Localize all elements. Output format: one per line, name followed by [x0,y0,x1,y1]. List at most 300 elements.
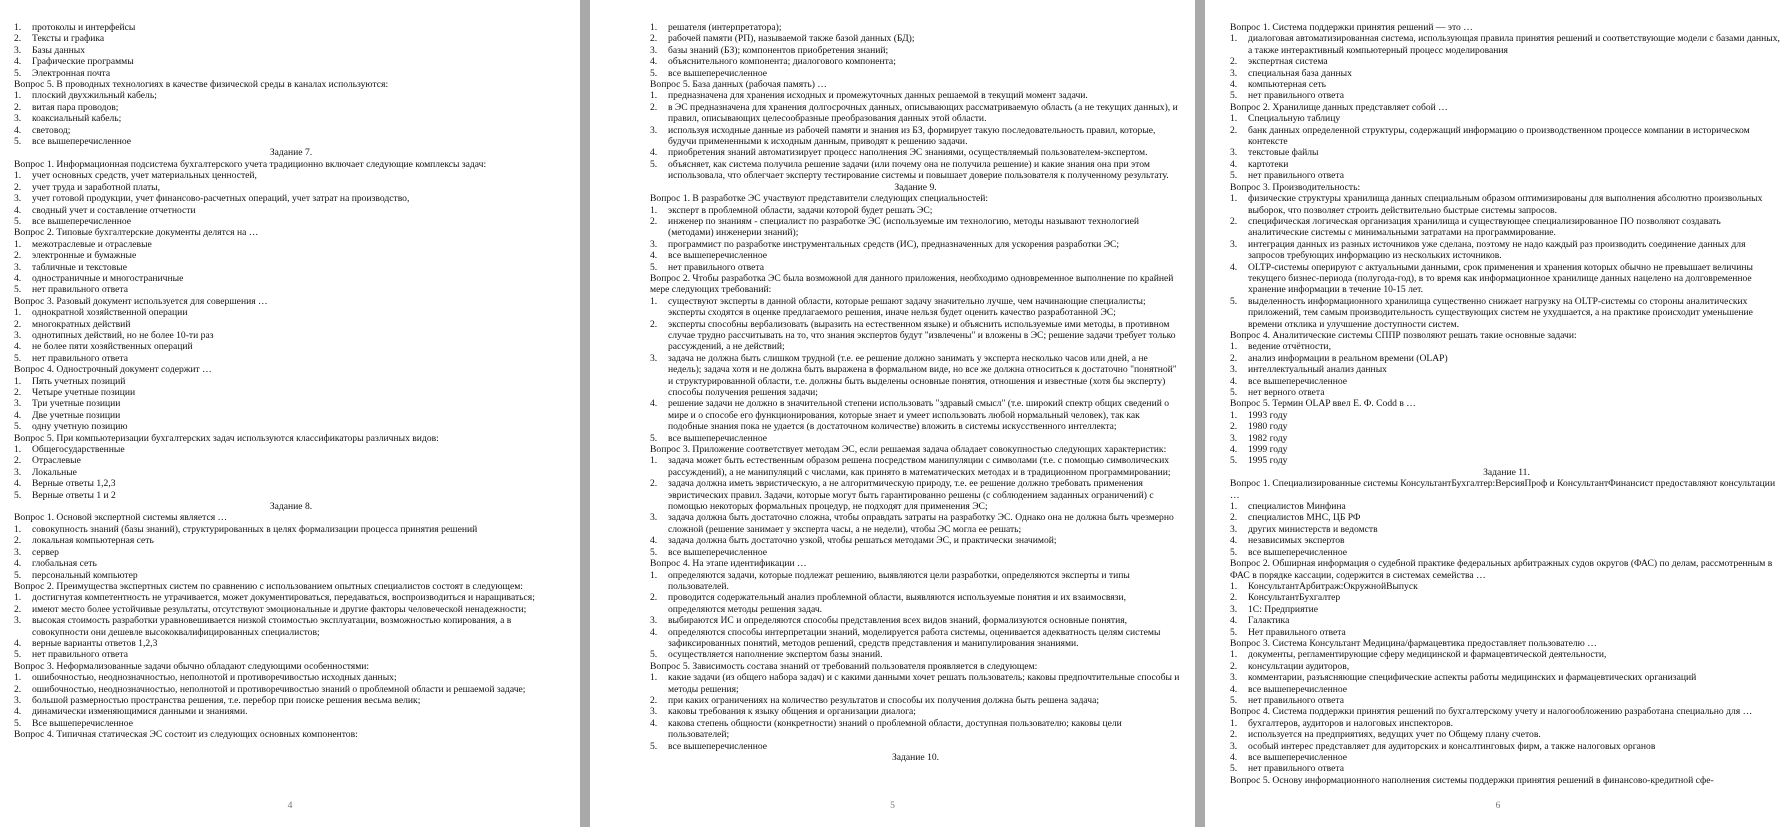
option-number: 3. [1230,432,1238,444]
option-number: 5. [1230,295,1238,307]
option-text: нет правильного ответа [32,649,128,661]
document-page-4 [0,0,580,827]
option-text: Тексты и графика [32,33,105,45]
option-number: 2. [14,455,22,467]
option-number: 1. [14,592,22,604]
option-text: глобальная сеть [32,558,97,570]
option-number: 1. [14,307,22,319]
option-number: 5. [1230,626,1238,638]
option-number: 1. [14,90,22,102]
option-text: все вышеперечисленное [668,546,768,558]
answer-option [14,284,568,295]
option-text: Галактика [1248,615,1290,627]
answer-option [14,216,568,227]
option-text: проводится содержательный анализ проблемной области, выявляются используемые понятия и их взаимосвязи, определяются методы решения задач. [668,592,1127,615]
option-text: 1993 году [1248,409,1288,421]
option-number: 4. [650,535,658,547]
option-number: 2. [650,694,658,706]
answer-option [14,570,568,581]
option-number: 3. [1230,67,1238,79]
option-text: Графические программы [32,56,134,68]
option-number: 2. [14,250,22,262]
option-text: Пять учетных позиций [32,375,126,387]
option-number: 4. [1230,375,1238,387]
answer-option [14,45,568,56]
option-number: 4. [1230,444,1238,456]
option-text: ошибочностью, неоднозначностью, неполнотой и противоречивостью знаний о проблемной области и решаемой задаче; [32,683,526,695]
option-text: все вышеперечисленное [668,432,768,444]
answer-option [650,125,1181,148]
answer-option [1230,592,1783,603]
option-text: специальная база данных [1248,67,1352,79]
answer-option [14,250,568,261]
option-number: 1. [1230,501,1238,513]
option-number: 3. [1230,238,1238,250]
option-number: 4. [650,398,658,410]
option-number: 3. [1230,603,1238,615]
option-number: 5. [1230,763,1238,775]
option-text: учет готовой продукции, учет финансово-расчетных операций, учет затрат на производство, [32,193,410,205]
option-text: динамически изменяющимися данными и знаниями. [32,706,248,718]
option-text: текстовые файлы [1248,147,1319,159]
option-text: высокая стоимость разработки уравновешивается низкой стоимостью эксплуатации, возможностью копирования, а в совокупности они дешевле высококвалифицированных специалистов; [32,615,512,638]
option-number: 4. [1230,615,1238,627]
answer-option [650,90,1181,101]
option-text: нет правильного ответа [1248,90,1344,102]
option-text: Четыре учетные позиции [32,387,136,398]
option-text: какие задачи (из общего набора задач) и с какими данными хочет решать пользователь; каковы предпочтительные способы и методы решения; [668,672,1180,695]
question-text: Вопрос 5. Основу информационного наполнения системы поддержки принятия решений в финансово-кредитной сфе- [1230,774,1714,786]
option-number: 2. [650,478,658,490]
question-text: Вопрос 3. Разовый документ используется для совершения … [14,295,268,307]
option-number: 2. [1230,729,1238,741]
answer-option [14,136,568,147]
option-number: 3. [14,398,22,410]
option-text: межотраслевые и отраслевые [32,238,152,250]
option-text: сводный учет и составление отчетности [32,204,196,216]
answer-option [650,159,1181,182]
option-text: интеграция данных из разных источников уже сделана, поэтому не надо каждый раз производить соединение данных для запросов требующих информацию из нескольких источников. [1248,238,1746,262]
document-page-5 [590,0,1195,827]
option-text: объяснительного компонента; диалогового компонента; [668,56,896,68]
answer-option [14,638,568,649]
option-number: 4. [14,409,22,421]
answer-option [1230,501,1783,512]
option-number: 1. [1230,717,1238,729]
answer-option [1230,33,1783,56]
option-text: 1С: Предприятие [1248,603,1319,615]
option-text: 1982 году [1248,432,1288,444]
option-text: бухгалтеров, аудиторов и налоговых инспекторов. [1248,717,1454,729]
option-number: 1. [1230,33,1238,45]
answer-option [1230,90,1783,101]
option-number: 3. [650,352,658,364]
task-heading: Задание 7. [269,147,313,159]
option-number: 4. [14,478,22,490]
option-number: 2. [14,603,22,615]
option-number: 3. [650,706,658,718]
answer-option [1230,433,1783,444]
question-text: Вопрос 5. Зависимость состава знаний от требований пользователя проявляется в следующем: [650,660,1038,672]
answer-option [1230,262,1783,296]
option-number: 4. [1230,158,1238,170]
answer-option [650,649,1181,660]
option-number: 1. [14,672,22,684]
question-text: Вопрос 2. Типовые бухгалтерские документы делятся на … [14,227,259,239]
option-text: Три учетные позиции [32,398,121,410]
option-text: Верные ответы 1 и 2 [32,489,116,501]
option-number: 5. [1230,387,1238,398]
question-text: Вопрос 1. Основой экспертной системы является … [14,512,228,524]
answer-option [1230,79,1783,90]
answer-option [650,250,1181,261]
question-text: Вопрос 1. Информационная подсистема бухгалтерского учета традиционно включает следующие комплексы задач: [14,158,487,170]
option-number: 5. [650,432,658,444]
option-text: Общегосударственные [32,444,125,456]
answer-option [14,649,568,660]
answer-option [650,547,1181,558]
answer-option [14,193,568,204]
option-text: Две учетные позиции [32,409,121,421]
option-number: 5. [650,158,658,170]
option-text: однотипных действий, но не более 10-ти раз [32,329,214,341]
option-text: учет основных средств, учет материальных ценностей, [32,170,257,182]
option-number: 5. [1230,546,1238,558]
option-text: ошибочностью, неоднозначностью, неполнотой и противоречивостью исходных данных; [32,672,397,684]
option-text: задача может быть естественным образом решена посредством манипуляции с символами (т.е. с помощью символических рассуждений), а не манипуляций с числами, как принято в математических методах и в традиционном программировании; [668,455,1171,478]
option-text: многократных действий [32,318,131,330]
answer-option [14,353,568,364]
option-number: 2. [1230,512,1238,524]
answer-option [1230,125,1783,148]
option-number: 4. [14,204,22,216]
option-text: независимых экспертов [1248,535,1345,547]
option-number: 4. [650,147,658,159]
answer-option [14,604,568,615]
question-text: Вопрос 5. При компьютеризации бухгалтерских задач используются классификаторы различных видов: [14,432,439,444]
answer-option [1230,170,1783,181]
answer-option [14,684,568,695]
option-number: 2. [650,318,658,330]
answer-option [1230,649,1783,660]
answer-option [650,56,1181,67]
page-number: 5 [890,799,895,811]
option-text: выделенность информационного хранилища существенно снижает нагрузку на OLTP-системы со стороны аналитических приложений, тем самым производительность существующих систем не ухудшается, а на практике происходит уменьшение времени отклика и улучшение доступности систем. [1248,295,1753,330]
option-text: нет правильного ответа [1248,170,1344,182]
option-number: 2. [650,33,658,45]
option-number: 5. [14,717,22,729]
option-number: 3. [1230,364,1238,376]
option-number: 2. [14,181,22,193]
answer-option [650,570,1181,593]
option-text: не более пяти хозяйственных операций [32,341,193,353]
answer-option [14,615,568,638]
answer-option [1230,455,1783,466]
option-text: базы знаний (БЗ); компонентов приобретения знаний; [668,44,889,56]
answer-option [14,239,568,250]
option-number: 5. [14,352,22,364]
option-number: 5. [650,740,658,752]
answer-option [14,376,568,387]
option-number: 3. [1230,523,1238,535]
option-text: выбираются ИС и определяются способы представления всех видов знаний, формализуются основные понятия, [668,615,1128,627]
option-number: 4. [650,626,658,638]
option-number: 2. [650,101,658,113]
option-text: нет правильного ответа [1248,694,1344,706]
option-text: анализ информации в реальном времени (OLAP) [1248,352,1448,364]
option-text: все вышеперечисленное [1248,375,1348,387]
answer-option [650,319,1181,353]
option-text: решение задачи не должно в значительной степени использовать "здравый смысл" (т.е. широкий спектр общих сведений о мире и о способе его функционирования, которые знает и умеет использовать любой нормальный человек), так как подобные знания пока не удается (в достаточном количестве) вложить в системы искусственного интеллекта; [668,398,1170,433]
option-number: 5. [650,261,658,273]
option-text: учет труда и заработной платы, [32,181,160,193]
answer-option [14,672,568,683]
option-text: КонсультантБухгалтер [1248,592,1341,604]
answer-option [1230,684,1783,695]
answer-option [650,718,1181,741]
option-text: все вышеперечисленное [668,67,768,79]
option-number: 5. [14,67,22,79]
option-number: 2. [1230,56,1238,68]
option-text: банк данных определенной структуры, содержащий информацию о производственном процессе компании в историческом контексте [1248,124,1750,148]
answer-option [14,467,568,478]
answer-option [650,695,1181,706]
option-text: определяются способы интерпретации знаний, моделируется работа системы, оценивается адекватность целям системы зафиксированных понятий, методов решений, средств представления и манипулирования знаниями. [668,626,1161,649]
answer-option [650,398,1181,432]
answer-option [650,741,1181,752]
option-number: 4. [1230,535,1238,547]
option-text: используя исходные данные из рабочей памяти и знания из БЗ, формирует такую последовательность правил, которые, будучи примененными к исходным данным, приводят к решению задачи. [668,124,1156,148]
answer-option [650,296,1181,319]
option-number: 1. [650,569,658,581]
answer-option [1230,535,1783,546]
option-text: электронные и бумажные [32,250,137,262]
option-text: предназначена для хранения исходных и промежуточных данных решаемой в текущий момент задачи. [668,90,1088,102]
option-number: 1. [650,295,658,307]
question-text: Вопрос 3. Производительность: [1230,181,1361,193]
answer-option [14,262,568,273]
answer-option [14,706,568,717]
option-number: 3. [650,238,658,250]
option-text: какова степень общности (конкретности) знаний о проблемной области, доступная пользователю; каковы цели пользователей; [668,717,1122,741]
answer-option [14,421,568,432]
option-text: комментарии, разъясняющие специфические аспекты работы медицинских и фармацевтических организаций [1248,672,1697,684]
answer-option [14,273,568,284]
option-text: особый интерес представляет для аудиторских и консалтинговых фирм, а также налоговых органов [1248,740,1656,752]
option-text: задача должна иметь эвристическую, а не алгоритмическую природу, т.е. ее решение должно требовать применения эвристических правил. Задачи, которые могут быть гарантированно решены (с соблюдением заданных ограничений) с помощью некоторых формальных процедур, не подходят для применения ЭС; [668,478,1154,513]
option-text: сервер [32,546,59,558]
option-number: 5. [14,569,22,581]
option-text: физические структуры хранилища данных специальным образом оптимизированы для выполнения абсолютно произвольных выборок, что позволяет строить действительно быстрые системы запросов. [1248,193,1763,216]
answer-option [14,478,568,489]
answer-option [1230,296,1783,330]
answer-option [1230,627,1783,638]
option-number: 5. [650,649,658,661]
answer-option [1230,113,1783,124]
answer-option [650,615,1181,626]
answer-option [14,387,568,398]
answer-option [14,410,568,421]
answer-option [650,592,1181,615]
option-number: 2. [14,33,22,45]
answer-option [14,398,568,409]
question-text: Вопрос 4. На этапе идентификации … [650,558,807,570]
answer-option [1230,695,1783,706]
option-number: 4. [1230,79,1238,91]
task-heading: Задание 8. [269,501,313,513]
option-number: 5. [1230,455,1238,467]
answer-option [14,307,568,318]
option-number: 3. [650,124,658,136]
answer-option [650,239,1181,250]
option-text: совокупность знаний (базы знаний), структурированных в целях формализации процесса принятия решений [32,523,478,535]
option-text: задача должна быть достаточно узкой, чтобы решаться методами ЭС, и практически значимой; [668,535,1057,547]
option-text: при каких ограничениях на количество результатов и способы их получения должна быть решена задача; [668,694,1099,706]
answer-option [14,330,568,341]
option-number: 4. [650,250,658,262]
option-text: достигнутая компетентность не утрачивается, может документироваться, передаваться, воспроизводиться и наращиваться; [32,592,535,604]
option-number: 3. [14,44,22,56]
option-number: 5. [14,649,22,661]
answer-option [650,455,1181,478]
option-text: Отраслевые [32,455,81,467]
option-text: одну учетную позицию [32,421,128,433]
answer-option [14,113,568,124]
option-text: объясняет, как система получила решение задачи (или почему она не получила решение) и какие знания она при этом использовала, что облегчает эксперту тестирование системы и повышает доверие пользователя к полученному результату. [668,158,1169,182]
answer-option [1230,547,1783,558]
answer-option [14,341,568,352]
option-text: коаксиальный кабель; [32,113,122,125]
option-text: экспертная система [1248,56,1328,68]
option-number: 4. [14,341,22,353]
answer-option [14,455,568,466]
option-text: все вышеперечисленное [1248,752,1348,763]
answer-option [14,170,568,181]
question-text: Вопрос 5. База данных (рабочая память) … [650,79,827,91]
option-number: 3. [650,512,658,524]
answer-option [14,56,568,67]
option-number: 5. [14,421,22,433]
answer-option [650,102,1181,125]
answer-option [650,627,1181,650]
question-text: Вопрос 4. Однострочный документ содержит … [14,364,212,376]
answer-option [650,706,1181,717]
page-content [14,22,568,741]
option-text: консультации аудиторов, [1248,660,1350,672]
page-number: 6 [1495,799,1501,811]
answer-option [650,22,1181,33]
option-text: 1980 году [1248,421,1288,433]
answer-option [1230,581,1783,592]
option-text: Локальные [32,466,77,478]
option-text: Все вышеперечисленное [32,717,133,729]
option-number: 1. [650,204,658,216]
answer-option [1230,68,1783,79]
option-text: картотеки [1248,158,1289,170]
option-number: 3. [14,261,22,273]
question-text: Вопрос 4. Аналитические системы СППР позволяют решать такие основные задачи: [1230,329,1577,341]
option-number: 2. [1230,215,1238,227]
answer-option [1230,239,1783,262]
answer-option [14,125,568,136]
option-text: одностраничные и многостраничные [32,272,184,284]
option-text: инженер по знаниям - специалист по разработке ЭС (используемые им технологию, методы называют технологией (методами) инженерии знаний); [668,215,1140,239]
answer-option [1230,216,1783,239]
option-text: каковы требования к языку общения и организации диалога; [668,706,916,718]
option-text: все вышеперечисленное [668,740,768,752]
option-text: ведение отчётности, [1248,341,1331,353]
option-number: 4. [650,56,658,68]
option-text: Базы данных [32,44,86,56]
option-text: осуществляется наполнение экспертом базы знаний. [668,649,883,661]
answer-option [1230,752,1783,763]
option-text: однократной хозяйственной операции [32,307,188,319]
option-number: 1. [14,375,22,387]
option-number: 5. [1230,694,1238,706]
option-number: 2. [650,215,658,227]
answer-option [14,547,568,558]
option-text: эксперты способны вербализовать (выразить на естественном языке) и объяснить используемые ими методы, в противном случае трудно рассчитывать на то, что знания экспертов будут "извлечены" и вложены в ЭС; решение задачи требует только рассуждений, а не действий; [668,318,1176,353]
option-text: 1995 году [1248,455,1288,467]
option-text: рабочей памяти (РП), называемой также базой данных (БД); [668,33,915,45]
option-text: программист по разработке инструментальных средств (ИС), предназначенных для ускорения разработки ЭС; [668,238,1120,250]
question-text: Вопрос 1. Система поддержки принятия решений — это … [1230,22,1473,33]
option-text: Электронная почта [32,67,111,79]
page-content [1230,22,1783,786]
option-number: 3. [14,113,22,125]
answer-option [14,90,568,101]
option-number: 1. [650,455,658,467]
answer-option [14,182,568,193]
answer-option [1230,376,1783,387]
option-text: решателя (интерпретатора); [668,22,782,33]
option-number: 4. [14,637,22,649]
option-text: задача не должна быть слишком трудной (т.е. ее решение должно занимать у эксперта несколько часов или дней, а не недель); задача хотя и не должна быть выражена в формальном виде, но все же должна относиться к достаточно "понятной" и структурированной области, т.е. должны быть выделены основные понятия, отношения и известные (хотя бы эксперту) способы получения решения задачи; [668,352,1177,398]
option-text: все вышеперечисленное [1248,546,1348,558]
option-text: приобретения знаний автоматизирует процесс наполнения ЭС знаниями, осуществляемый пользователем-экспертом. [668,147,1148,159]
option-number: 3. [14,329,22,341]
option-number: 5. [650,546,658,558]
question-text: Вопрос 3. Неформализованные задачи обычно обладают следующими особенностями: [14,660,370,672]
answer-option [1230,159,1783,170]
option-text: компьютерная сеть [1248,79,1327,91]
option-number: 3. [650,44,658,56]
option-number: 3. [1230,740,1238,752]
question-text: Вопрос 2. Обширная информация о судебной практике федеральных арбитражных судов округов (ФАС) по делам, рассмотренным в ФАС в порядке кассации, содержится в системах семейства … [1230,558,1773,581]
option-number: 1. [14,523,22,535]
option-text: используется на предприятиях, ведущих учет по Общему плану счетов. [1248,729,1541,741]
answer-option [1230,444,1783,455]
option-number: 3. [650,615,658,627]
option-number: 1. [1230,409,1238,421]
answer-option [14,33,568,44]
document-page-6 [1205,0,1791,827]
option-text: все вышеперечисленное [32,215,132,227]
option-text: OLTP-системы оперируют с актуальными данными, срок применения и хранения которых обычно не превышает величины текущего бизнес-периода (полугода-год), в то время как информационное хранилище данных нацелено на долговременное хранение информации в течение 10-15 лет. [1248,261,1753,296]
question-text: Вопрос 1. Специализированные системы КонсультантБухгалтер:ВерсияПроф и КонсультантФинансист предоставляют консультации … [1230,478,1776,501]
answer-option [1230,763,1783,774]
answer-option [650,512,1181,535]
question-text: Вопрос 3. Система Консультант Медицина/фармацевтика предоставляет пользователю … [1230,637,1597,649]
answer-option [1230,364,1783,375]
question-text: Вопрос 5. В проводных технологиях в качестве физической среды в каналах используются: [14,79,389,91]
option-number: 5. [1230,90,1238,102]
answer-option [1230,729,1783,740]
option-number: 1. [14,238,22,250]
question-text: Вопрос 5. Термин OLAP ввел Е. Ф. Codd в … [1230,398,1416,410]
option-text: витая пара проводов; [32,101,119,113]
answer-option [650,205,1181,216]
